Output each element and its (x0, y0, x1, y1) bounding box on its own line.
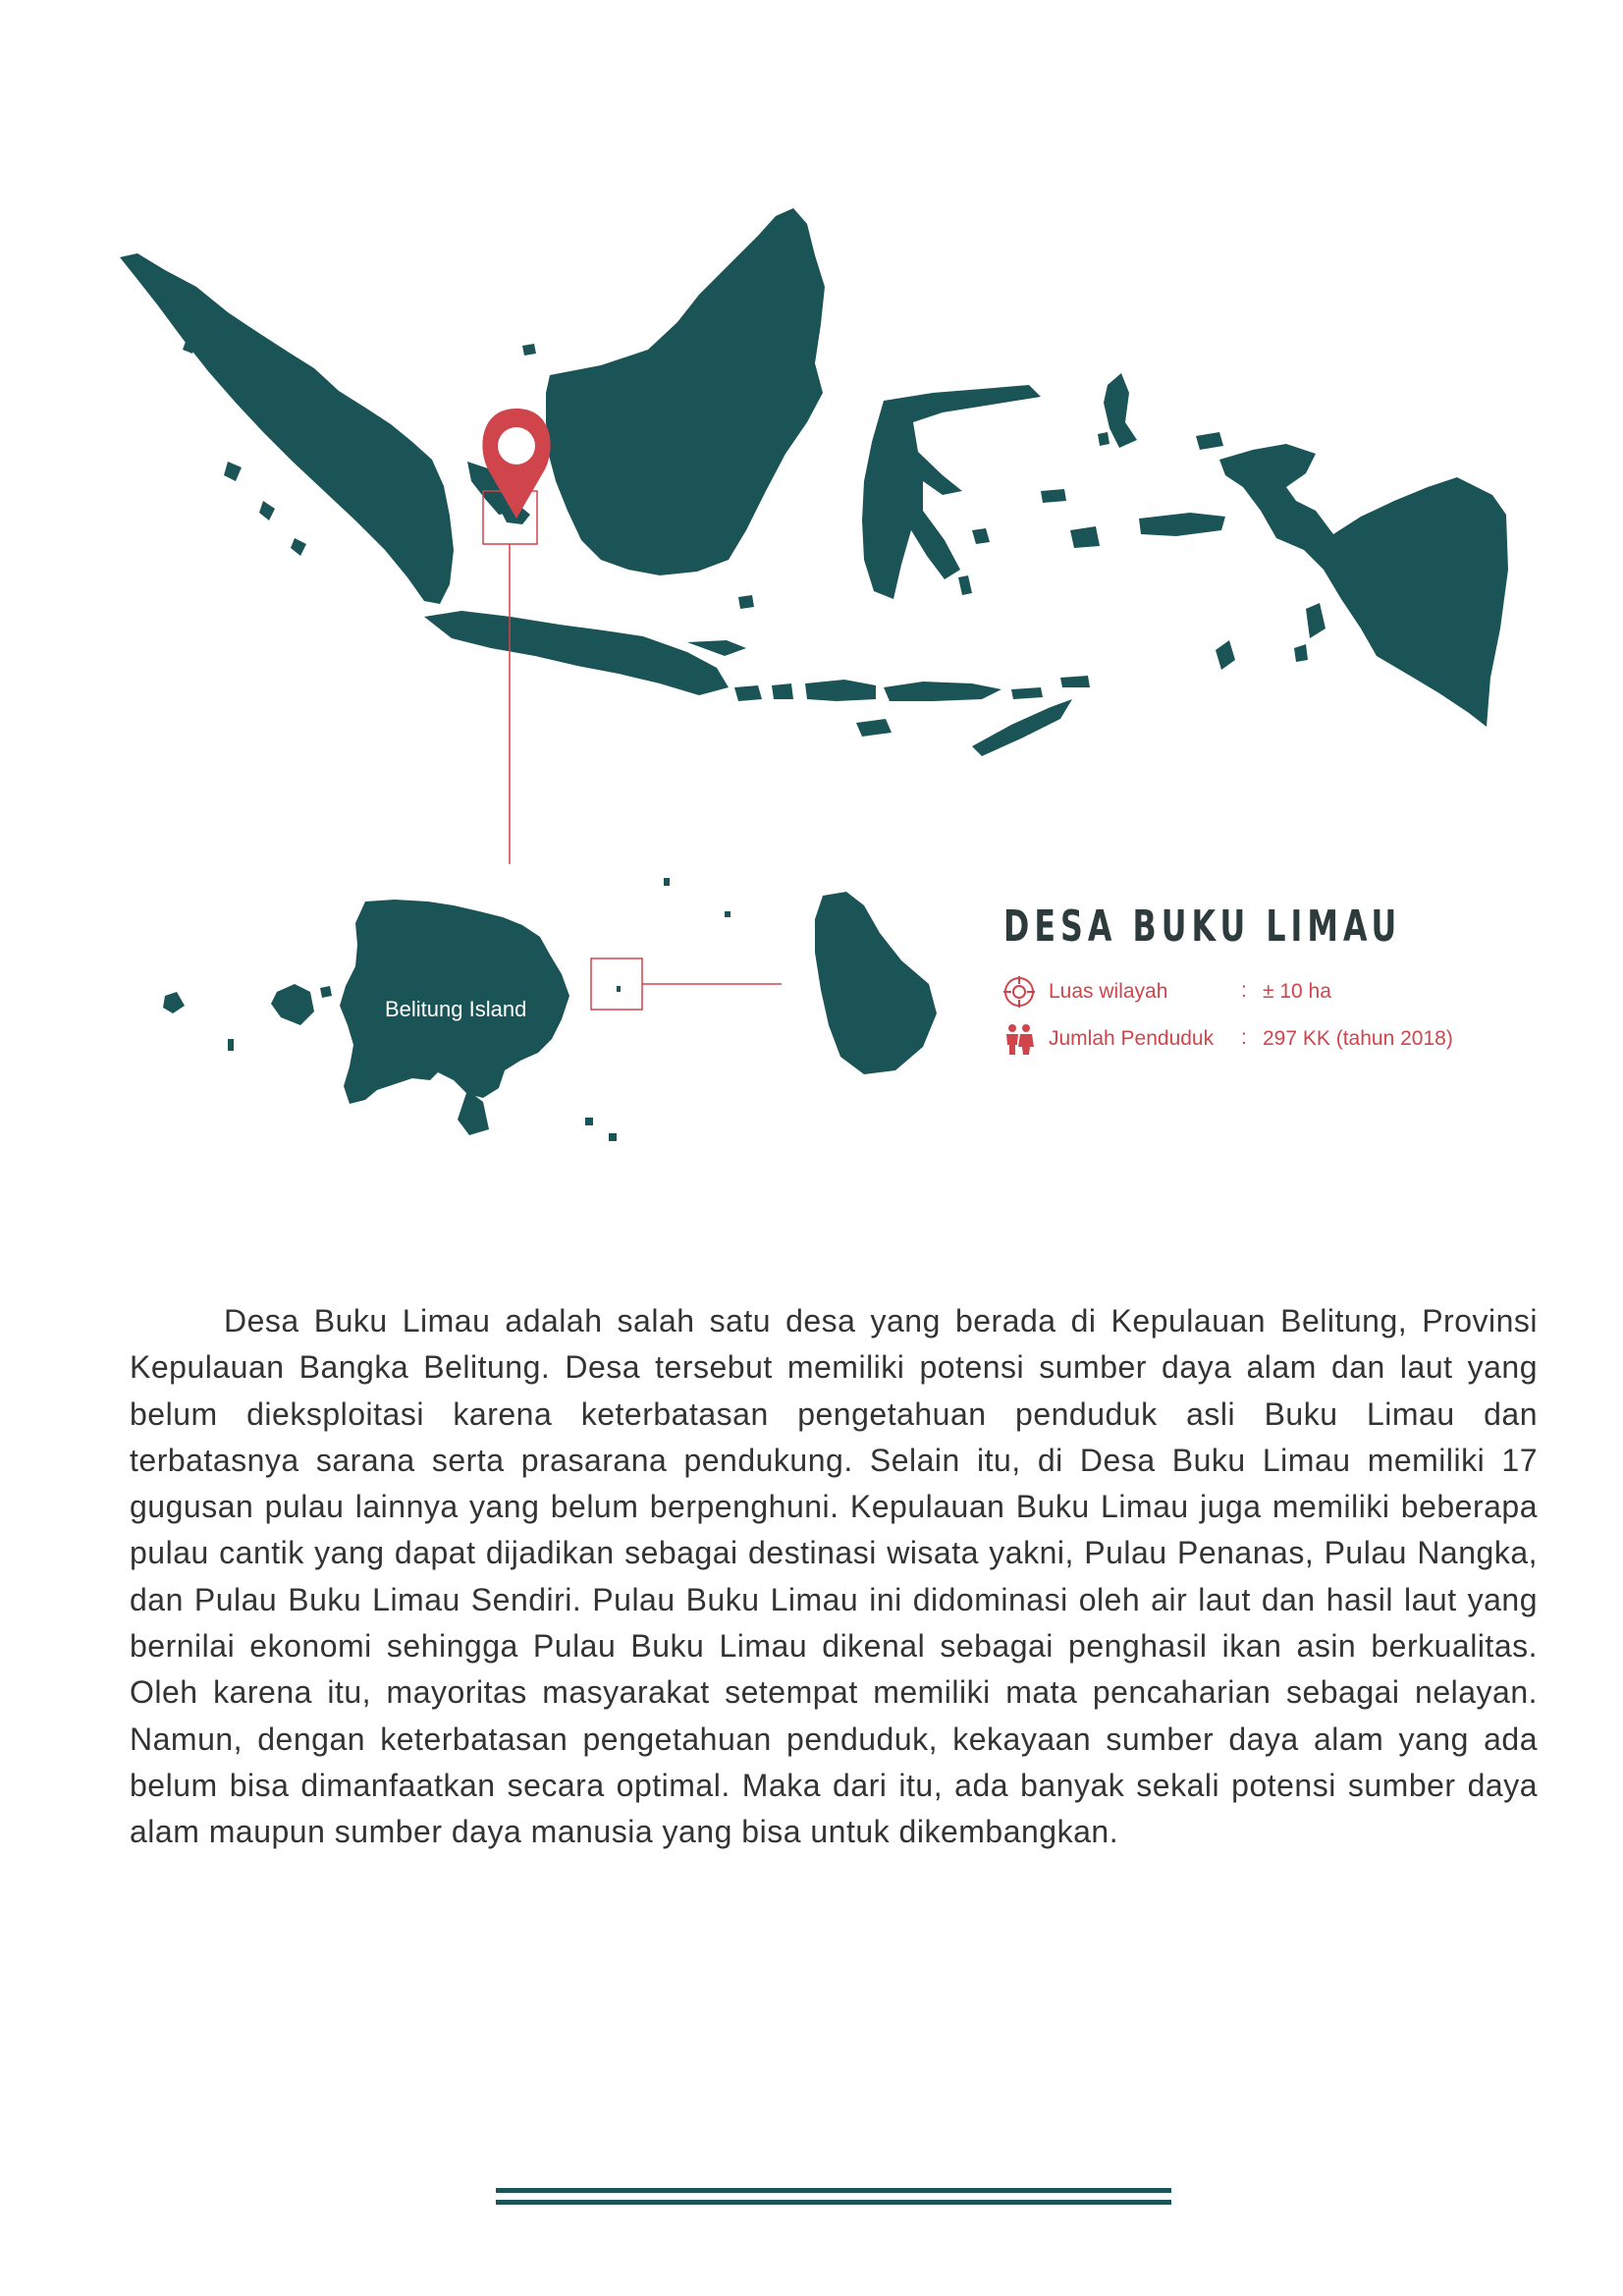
maluku-islet (1196, 432, 1223, 450)
papua-island (1219, 444, 1508, 727)
belitung-island-label: Belitung Island (385, 997, 527, 1021)
area-stat (1001, 974, 1331, 1010)
compass-target-icon (1001, 974, 1037, 1010)
buku-limau-island (815, 892, 937, 1074)
belitung-islet (609, 1133, 617, 1141)
sulawesi-island (862, 385, 1041, 599)
madura-island (687, 640, 746, 656)
timor-island (972, 699, 1072, 756)
kai-island (1294, 644, 1308, 662)
people-icon (1001, 1021, 1037, 1057)
kalimantan-islet (738, 595, 754, 609)
java-island (424, 611, 729, 695)
lombok-island (772, 683, 793, 699)
area-stat-value: ± 10 ha (1263, 980, 1331, 1003)
alor-island (1011, 687, 1043, 699)
sumatra-island (120, 253, 454, 604)
footer-rule-bottom (496, 2200, 1171, 2205)
kalimantan-islet (522, 344, 536, 355)
flores-island (884, 682, 1001, 701)
sumba-island (856, 719, 892, 737)
population-stat (1001, 1021, 1453, 1057)
population-stat-colon: : (1241, 1026, 1247, 1049)
area-stat-colon: : (1241, 979, 1247, 1002)
sumatra-islet (291, 538, 306, 556)
sumbawa-island (805, 680, 876, 701)
highlight-box-inset (591, 958, 642, 1010)
belitung-islet (585, 1118, 593, 1125)
belitung-islet (320, 986, 332, 998)
footer-rule-top (496, 2188, 1171, 2193)
belitung-islet (228, 1039, 234, 1051)
buton-island (958, 575, 972, 595)
buru-island (1070, 526, 1100, 548)
maluku-islet (1098, 432, 1109, 446)
bali-island (734, 685, 762, 701)
halmahera-island (1104, 373, 1137, 448)
area-stat-label: Luas wilayah (1049, 980, 1168, 1003)
village-title: DESA BUKU LIMAU (1003, 902, 1402, 952)
papua-islet (1390, 607, 1406, 623)
wetar-island (1060, 676, 1090, 687)
sumatra-islet (224, 462, 242, 481)
aru-island (1306, 603, 1325, 638)
tanimbar-island (1216, 640, 1235, 670)
population-stat-value: 297 KK (tahun 2018) (1263, 1027, 1453, 1050)
belitung-islet (664, 878, 670, 886)
mendanau-island (271, 984, 314, 1025)
sulawesi-islet (972, 528, 990, 544)
kalimantan-island (546, 208, 825, 575)
belitung-islet (725, 911, 730, 917)
belitung-islet (163, 992, 185, 1013)
banggai-island (1041, 489, 1066, 503)
sumatra-islet (259, 501, 275, 520)
buku-limau-dot (617, 986, 621, 992)
description-paragraph: Desa Buku Limau adalah salah satu desa yang berada di Kepulauan Belitung, Provinsi Kepulauan Bangka Belitung. Desa tersebut memiliki potensi sumber daya alam dan laut yang belum dieksploitasi karena keterbatasan pengetahuan penduduk asli Buku Limau dan terbatasnya sarana serta prasarana pendukung. Selain itu, di Desa Buku Limau memiliki 17 gugusan pulau lainnya yang belum berpenghuni. Kepulauan Buku Limau juga memiliki beberapa pulau cantik yang dapat dijadikan sebagai destinasi wisata yakni, Pulau Penanas, Pulau Nangka, dan Pulau Buku Limau Sendiri. Pulau Buku Limau ini didominasi oleh air laut dan hasil laut yang bernilai ekonomi sehingga Pulau Buku Limau dikenal sebagai penghasil ikan asin berkualitas. Oleh karena itu, mayoritas masyarakat setempat memiliki mata pencaharian sebagai nelayan. Namun, dengan keterbatasan pengetahuan penduduk, kekayaan sumber daya alam yang ada belum bisa dimanfaatkan secara optimal. Maka dari itu, ada banyak sekali potensi sumber daya alam maupun sumber daya manusia yang bisa untuk dikembangkan. (130, 1303, 1538, 1850)
seram-island (1139, 513, 1225, 536)
population-stat-label: Jumlah Penduduk (1049, 1027, 1215, 1050)
